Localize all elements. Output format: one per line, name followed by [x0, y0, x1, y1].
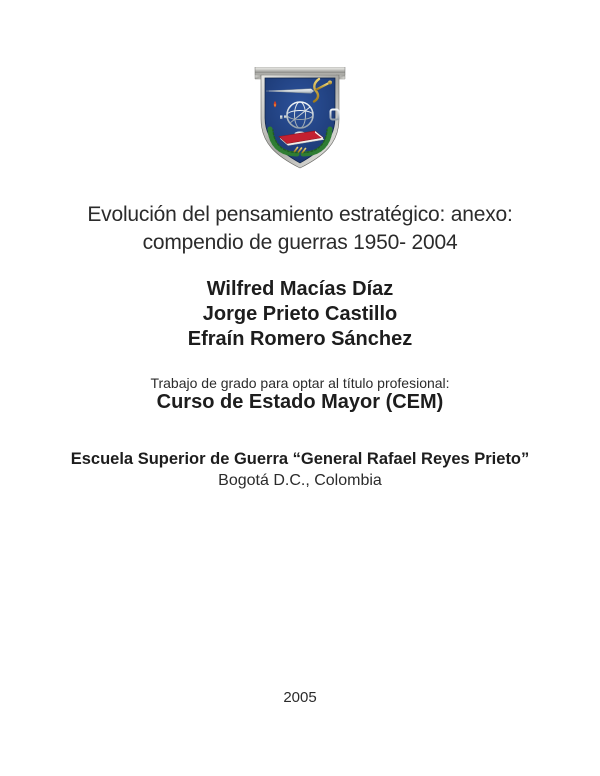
- author-name: Efraín Romero Sánchez: [187, 328, 413, 350]
- institution-crest: [253, 67, 348, 173]
- degree-program: Curso de Estado Mayor (CEM): [156, 391, 444, 413]
- institution-location: Bogotá D.C., Colombia: [218, 472, 382, 489]
- crest-graphic: [253, 67, 348, 173]
- degree-intro: Trabajo de grado para optar al título profesional:: [150, 375, 450, 391]
- institution-name: Escuela Superior de Guerra “General Rafael Reyes Prieto”: [70, 450, 530, 468]
- author-name: Jorge Prieto Castillo: [202, 303, 398, 325]
- publication-year: 2005: [283, 689, 317, 706]
- authors-list: [0, 277, 600, 352]
- title-line-1: Evolución del pensamiento estratégico: anexo:: [87, 203, 513, 226]
- author-name: Wilfred Macías Díaz: [206, 278, 394, 300]
- title-line-2: compendio de guerras 1950- 2004: [142, 231, 458, 254]
- document-title: [0, 201, 600, 257]
